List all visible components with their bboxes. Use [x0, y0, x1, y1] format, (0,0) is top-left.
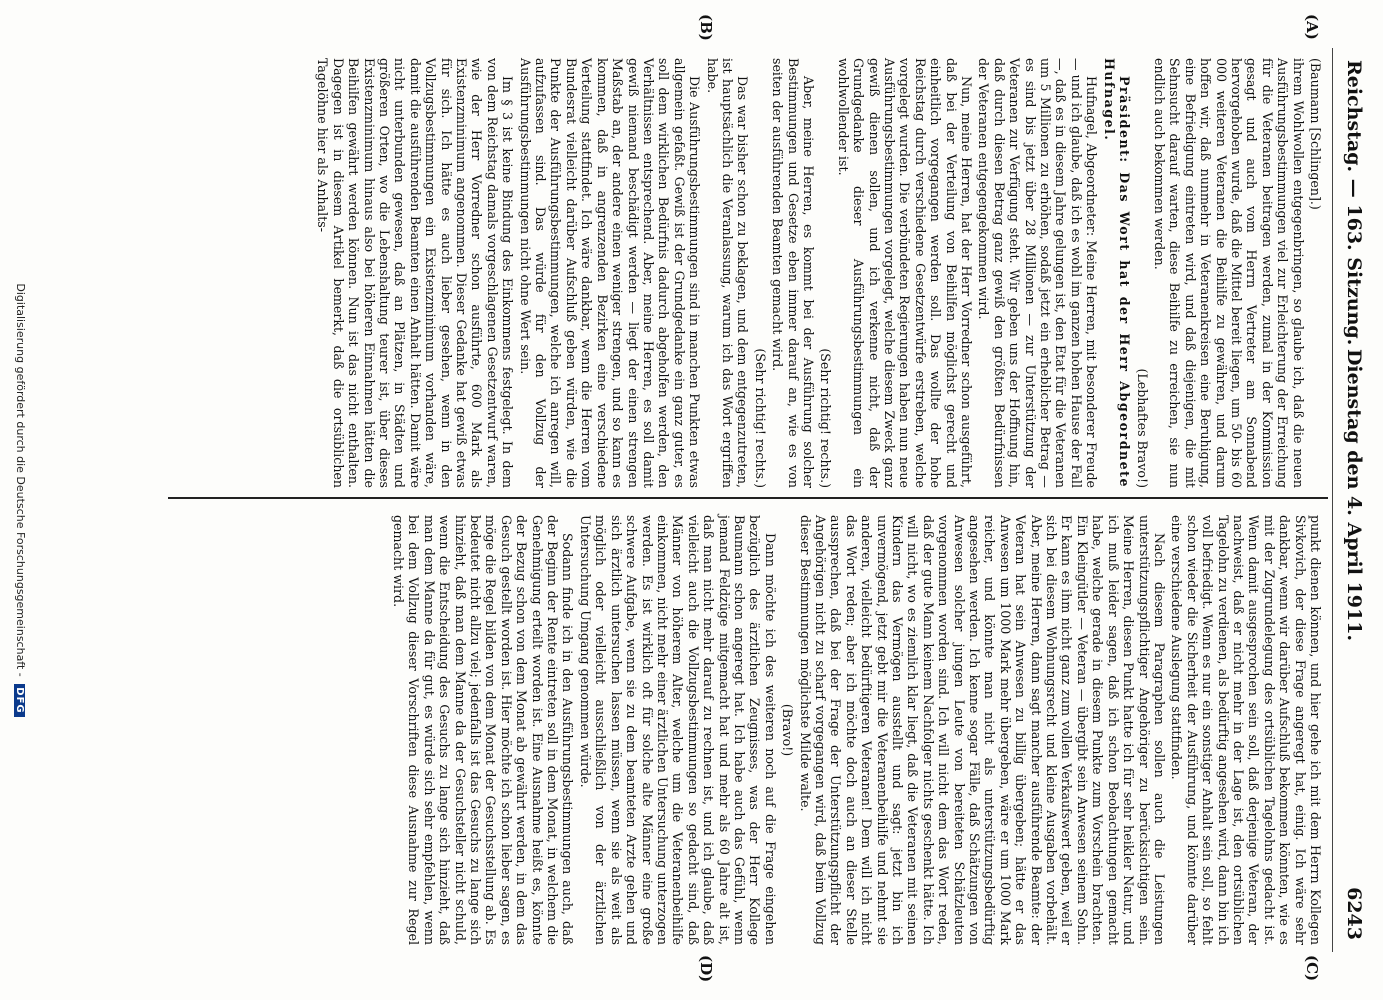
paragraph: Präsident: Das Wort hat der Herr Abgeordnete Hufnagel. [1101, 58, 1133, 488]
left-text-column [313, 58, 1323, 488]
page-header [1339, 40, 1365, 950]
paragraph: Dann möchte ich des weiteren noch auf die Frage eingehen bezüglich des ärztlichen Zeugnisses, was der Herr Kollege Baumann schon angeregt hat. Ich habe auch das Gefühl, wenn jemand Feldzüge mitgemacht hat und mehr als 60 Jahre alt ist, daß man nicht mehr darauf zu rechnen ist, und ich glaube, daß vielleicht auch die Vollzugsbestimmungen so gedacht sind, daß Männer von höherem Alter, welche um die Veteranenbeihilfe einkommen, nicht mehr einer ärztlichen Untersuchung unterzogen werden. Es ist wirklich oft für solche alte Männer eine große schwere Aufgabe, wenn sie zu dem beamteten Arzte gehen und sich ärztlich untersuchen lassen müssen, wenn sie als weit als möglich oder vielleicht ausschließlich von der ärztlichen Untersuchung Umgang genommen würde. [577, 515, 778, 945]
paragraph: (Sehr richtig! rechts.) [752, 348, 768, 488]
paragraph: Nach diesem Paragraphen sollen auch die Leistungen unterstützungspflichtiger Angehöriger zu berücksichtigen sein. Meine Herren, diesen Punkt hatte ich für sehr heikler Natur, und ich muß leider sagen, daß ich schon Beobachtungen gemacht habe, welche gerade in diesem Punkte zum Vorschein brachten. Ein Kleingütler — Veteran — übergibt sein Anwesen seinem Sohn. Er kann es ihm nicht ganz zum vollen Verkaufswert geben, weil er sich bei diesem Wohnungsrecht und kleine Ausgaben vorbehält. Aber, meine Herren, dann sagt mancher ausführende Beamte: der Veteran hat sein Anwesen zu billig übergeben; hätte er das Anwesen um 1000 Mark mehr übergeben, wäre er um 1000 Mark reicher, und könnte man nicht als unterstützungsbedürftig angesehen werden. Ich kenne sogar Fälle, daß Schätzungen von Anwesen solcher jungen Leute von bereiteten Schätzleuten vorgenommen worden sind. Ich will nicht dem das Wort reden, daß der gute Mann keinem Nachfolger nichts geschenkt hätte. Ich will nicht, wo es ziemlich klar liegt, daß die Veteranen mit seinen Kindern das Vermögen ausstellt und sagt: jetzt bin ich unvermögend, jetzt gebt mir die Veteranenbeihilfe und nehmt sie anderen, vielleicht bedürftigeren Veteranen! Dem will ich nicht das Wort reden; aber ich möchte doch auch an dieser Stelle aussprechen, daß bei der Frage der Unterstützungspflicht der Angehörigen nicht zu scharf vorgegangen wird, daß beim Vollzug dieser Bestimmungen möglichste Milde walte. [797, 515, 1167, 945]
paragraph: punkt dienen können, und hier gehe ich mit dem Herrn Kollegen Sivkovich, der diese Frage angeregt hat, einig. Ich wäre sehr dankbar, wenn wir darüber Aufschluß bekommen könnten, wie es mit der Zugrundelegung des ortsüblichen Tagelohns gedacht ist. Wenn damit ausgesprochen sein soll, daß derjenige Veteran, der nachweist, daß er nicht mehr in der Lage ist, den ortsüblichen Tagelohn zu verdienen, als bedürftig angesehen wird, dann bin ich voll befriedigt. Wenn es nur ein sonstiger Anhalt sein soll, so fehlt schon wieder die Sicherheit der Ausführung, und könnte darüber eine verschiedene Auslegung stattfinden. [1169, 515, 1323, 945]
paragraph: (Lebhaftes Bravo!) [1134, 368, 1150, 488]
header-session: Reichstag. — 163. Sitzung. [1343, 60, 1365, 346]
margin-mark-d: (D) [697, 955, 715, 983]
margin-mark-b: (B) [697, 14, 715, 41]
paragraph: ihrem Wohlwollen entgegenbringen, so glaube ich, daß die neuen Ausführungsbestimmungen viel zur Erleichterung der Erreichung für die Veteranen beitragen werden, zumal in der Kommission gesagt und auch vom Herrn Vertreter am Sonnabend hervorgehoben wurde, daß die Mittel bereit liegen, um 50- bis 60 000 weiteren Veteranen die Beihilfe zu gewähren, und darum hoffen wir, daß nunmehr in Veteranenkreisen eine Beruhigung, eine Befriedigung eintreten wird, und daß diejenigen, die mit Sehnsucht darauf warten, diese Beihilfe zu erreichen, sie nun endlich auch bekommen werden. [1151, 58, 1306, 488]
paragraph: Aber, meine Herren, es kommt bei der Ausführung solcher Bestimmungen und Gesetze eben immer darauf an, wie es von seiten der ausführenden Beamten gemacht wird. [770, 58, 816, 488]
paragraph: Das war bisher schon zu beklagen, und dem entgegenzutreten, ist hauptsächlich die Veranlassung, warum ich das Wort ergriffen habe. [704, 58, 751, 488]
paragraph: (Bravo!) [780, 703, 796, 757]
paragraph: Hufnagel, Abgeordneter: Meine Herren, mit besonderer Freude — und ich glaube, daß ich es wohl im ganzen hohen Hause der Fall —, daß es in diesem Jahre gelungen ist, den Etat für die Veteranen um 5 Millionen zu erhöhen, sodaß jetzt ein erheblicher Betrag — es sind bis jetzt über 28 Millionen — zur Unterstützung der Veteranen zur Verfügung steht. Wir geben uns der Hoffnung hin, daß durch diesen Betrag ganz gewiß den größten Bedürfnissen der Veteranen entgegengekommen wird. [976, 58, 1100, 488]
paragraph: (Baumann [Schlingen].) [1308, 58, 1323, 210]
footer-text: Digitalisierung gefördert durch die Deutsche Forschungsgemeinschaft - [14, 283, 27, 677]
header-rule [1332, 48, 1333, 952]
dfg-logo: DFG [14, 684, 25, 716]
header-date: Dienstag den 4. April 1911. [1343, 348, 1365, 642]
right-text-column [389, 515, 1323, 945]
paragraph: Im § 3 ist keine Bindung des Einkommens festgelegt. In dem von dem Reichstag damals vorgeschlagenen Gesetzentwurf waren, wie der Herr Vorredner schon ausführte, 600 Mark als Existenzminimum angenommen. Dieser Gedanke hat gewiß etwas für sich. Ich hätte es auch lieber gesehen, wenn in den Vollzugsbestimmungen ein Existenzminimum vorhanden wäre, damit die ausführenden Beamten einen Anhalt hätten. Damit wäre nicht unterbunden gewesen, daß an Plätzen, in Städten und größeren Orten, wo die Lebenshaltung teurer ist, über dieses Existenzminimum hinaus also bei höheren Einnahmen hätten die Beihilfen gewährt werden können. Nun ist das nicht enthalten. Dagegen ist in diesem Artikel bemerkt, daß die ortsüblichen Tagelöhne hier als Anhalts- [315, 58, 516, 488]
margin-mark-c: (C) [1303, 955, 1321, 982]
page-number: 6243 [1343, 887, 1365, 940]
paragraph: Nun, meine Herren, hat der Herr Vorredner schon ausgeführt, daß bei der Verteilung von Beihilfen möglichst gerecht und einheitlich vorgegangen werden soll. Das wollte der hohe Reichstag durch verschiedene Gesetzentwürfe erstreben, welche vorgelegt wurden. Die verbündeten Regierungen haben nun neue Ausführungsbestimmungen vorgelegt, welche diesem Zweck ganz gewiß dienen sollen, und ich verkenne nicht, daß der Grundgedanke dieser Ausführungsbestimmungen ein wohlwollender ist. [835, 58, 975, 488]
footer-credit [14, 0, 27, 1000]
column-divider [168, 497, 1328, 499]
paragraph: Sodann finde ich in den Ausführungsbestimmungen auch, daß der Beginn der Rente eintreten soll in dem Monat, in welchem die Genehmigung erteilt worden ist. Eine Ausnahme heißt es, könnte der Bezug schon von dem Monat ab gewährt werden, in dem das Gesuch gestellt worden ist. Hier möchte ich schon lieber sagen, es möge die Regel bilden von dem Monat der Gesuchsstellung ab. Es bedeutet nicht allzu viel; jedenfalls ist das Gesuchs zu lange sich hinzieht, daß man dem Manne da der Gesuchsteller nicht schuld, wenn die Entscheidung des Gesuchs zu lange sich hinzieht, daß man dem Manne da für gut, es würde sich sehr empfehlen, wenn bei dem Vollzug dieser Vorschriften diese Ausnahme zur Regel gemacht wird. [391, 515, 576, 945]
paragraph: (Sehr richtig! rechts.) [818, 348, 834, 488]
margin-mark-a: (A) [1303, 14, 1321, 40]
paragraph: Die Ausführungsbestimmungen sind in manchen Punkten etwas allgemein gefaßt. Gewiß ist der Grundgedanke ein ganz guter, es soll dem wirklichen Bedürfnis dadurch abgeholfen werden, den Verhältnissen entsprechend. Aber, meine Herren, es soll damit gewiß niemand beschädigt werden — liegt der einen strengen Maßstab an, der andere einen weniger strengen, und so kann es kommen, daß in angrenzenden Bezirken eine verschiedene Verteilung stattfindet. Ich wäre dankbar, wenn die Herren vom Bundesrat vielleicht darüber Aufschluß geben würden, wie die Punkte der Ausführungsbestimmungen, welche ich anregen will, aufzufassen sind. Das würde für den Vollzug der Ausführungsbestimmungen nicht ohne Wert sein. [517, 58, 703, 488]
